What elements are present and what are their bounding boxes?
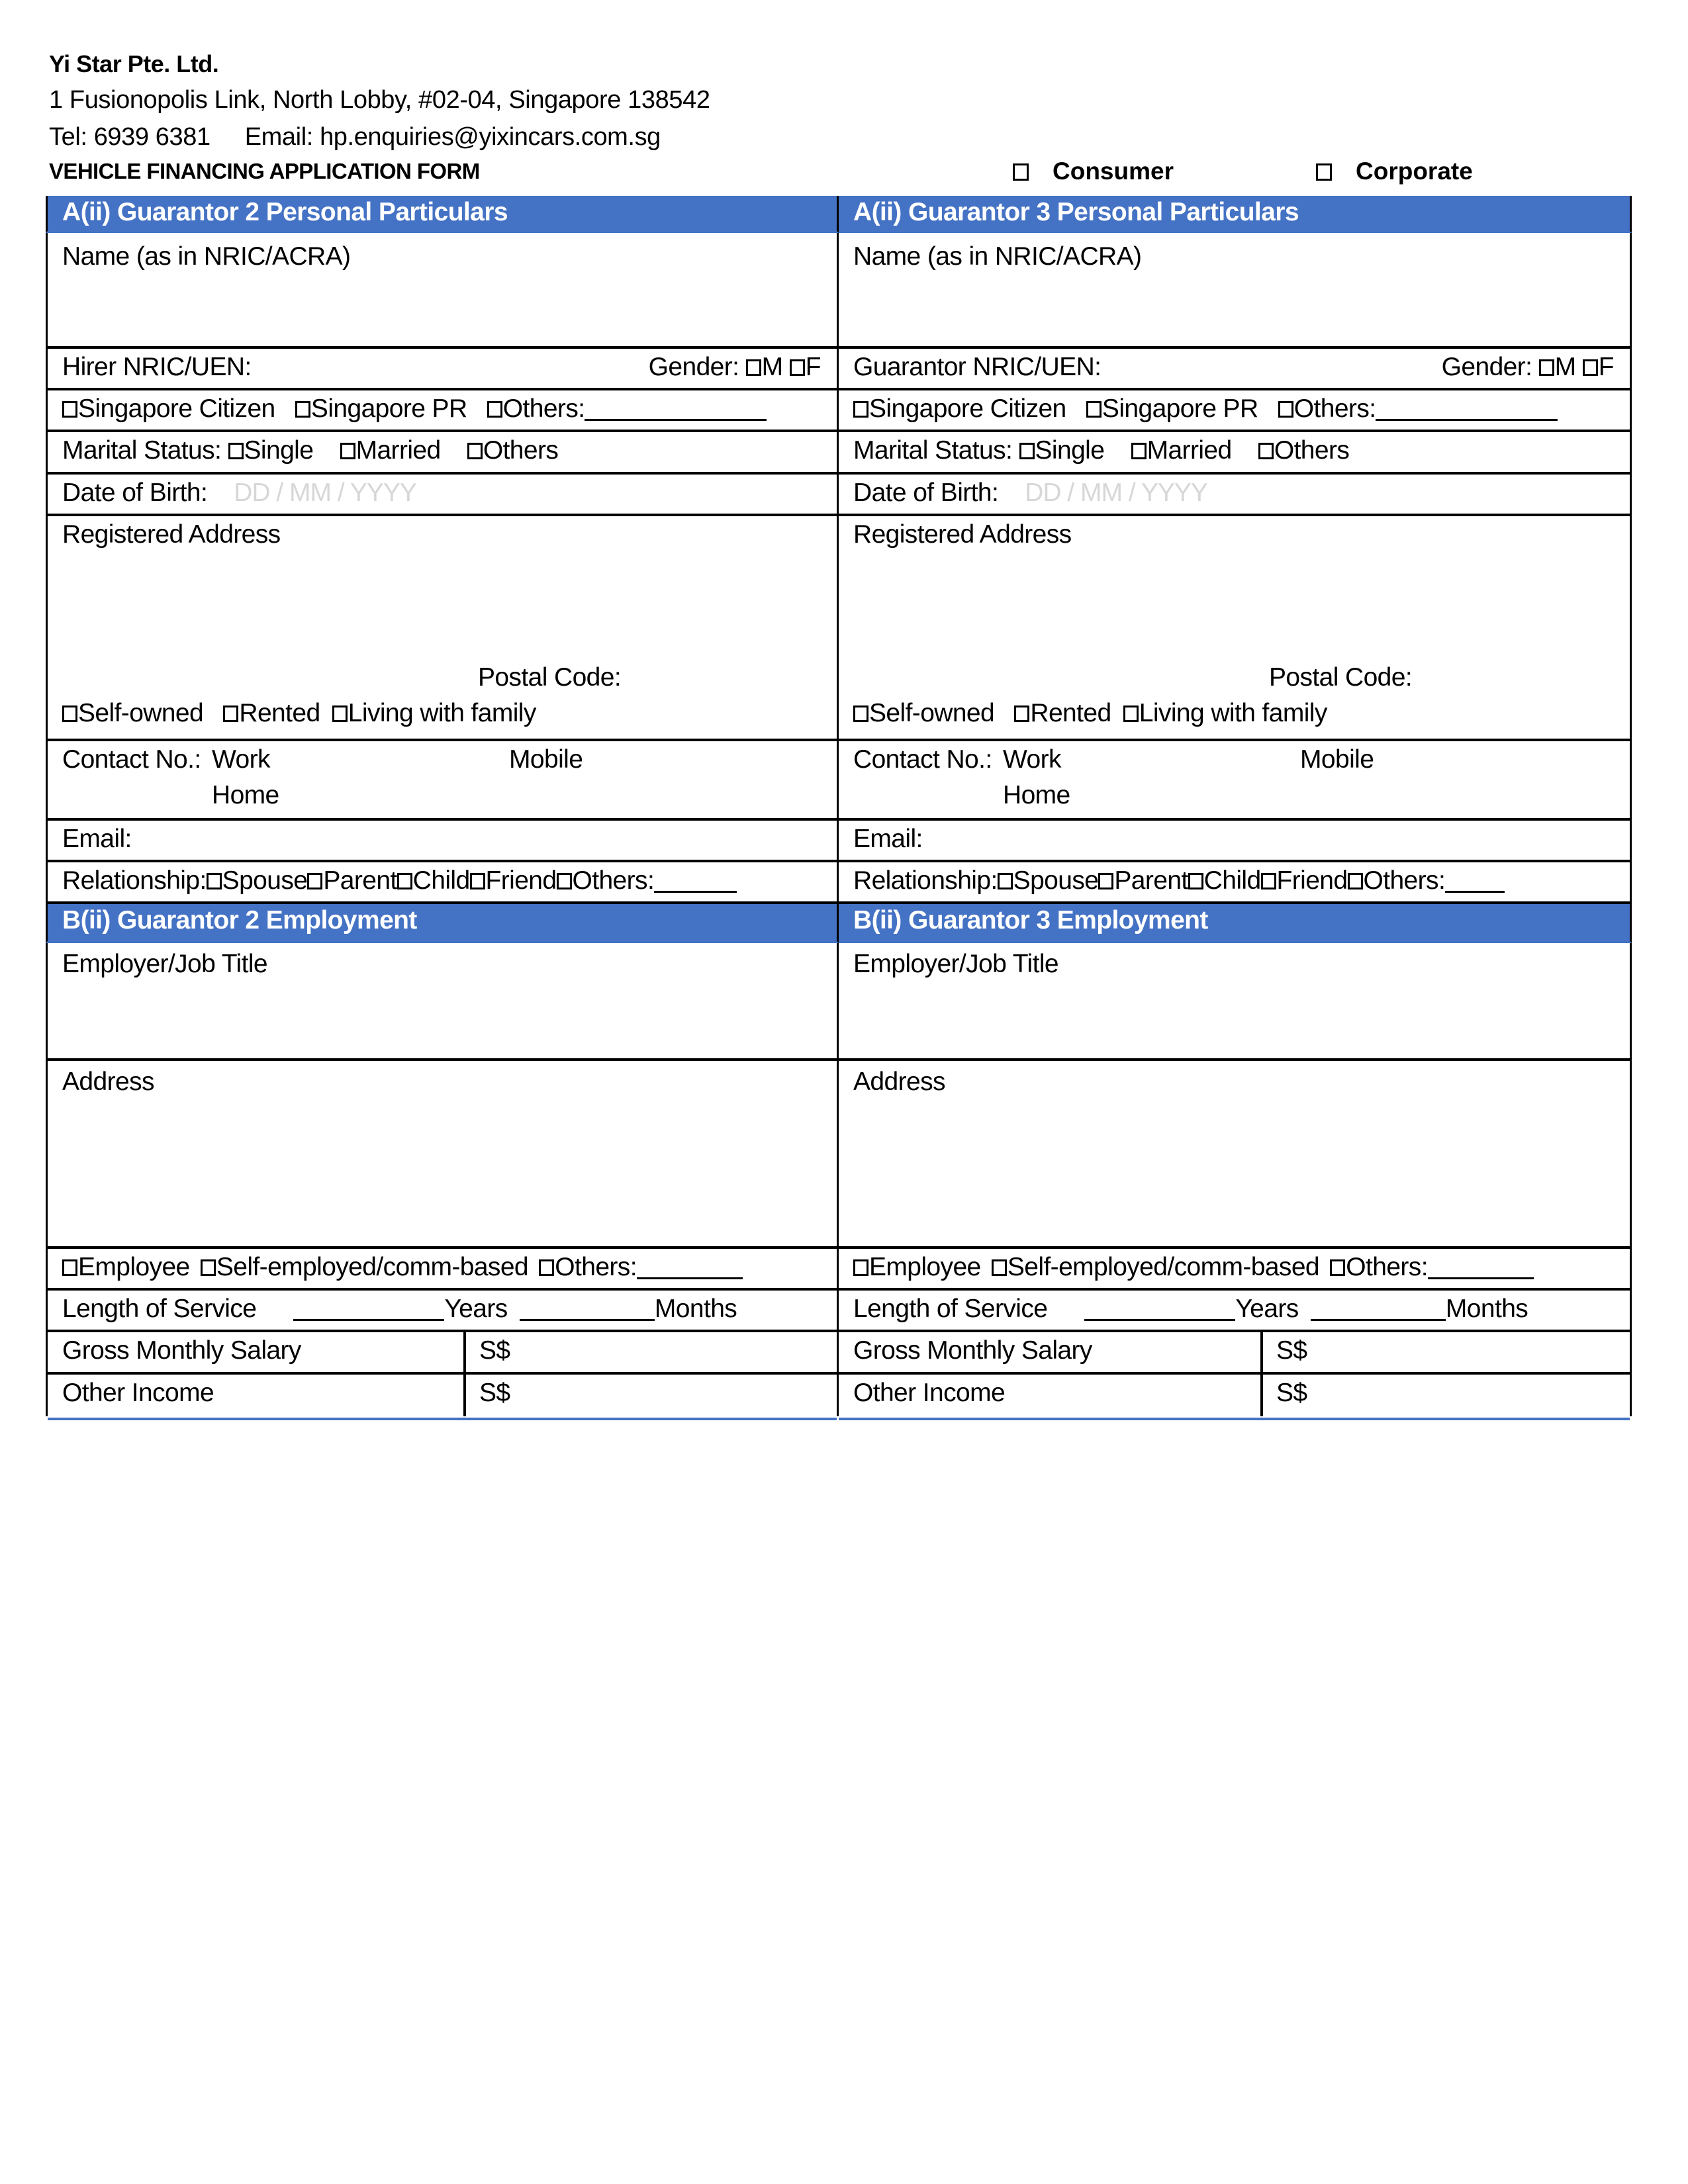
section-header-employment: B(ii) Guarantor 3 Employment [839, 904, 1632, 943]
checkbox-icon[interactable] [1013, 163, 1029, 181]
guarantor-3-section [839, 196, 1632, 1418]
checkbox-gender-f[interactable] [790, 359, 805, 376]
checkbox-employee[interactable] [62, 1259, 77, 1276]
gross-salary-input[interactable]: S$ [1276, 1336, 1307, 1365]
section-header-personal: A(ii) Guarantor 3 Personal Particulars [839, 196, 1632, 233]
email-field[interactable]: Email: [46, 821, 839, 862]
length-of-service-row: Length of Service Years Months [46, 1291, 839, 1332]
employment-type-row: Employee Self-employed/comm-based Others: [46, 1249, 839, 1291]
gross-salary-row: Gross Monthly Salary S$ [839, 1332, 1632, 1375]
dob-placeholder: DD / MM / YYYY [234, 478, 416, 507]
section-header-personal: A(ii) Guarantor 2 Personal Particulars [46, 196, 839, 233]
employer-address-field[interactable]: Address [46, 1061, 839, 1249]
employer-field[interactable]: Employer/Job Title [839, 943, 1632, 1061]
name-field[interactable]: Name (as in NRIC/ACRA) [839, 233, 1632, 349]
residency-row: Singapore Citizen Singapore PR Others: [46, 390, 839, 432]
email-field[interactable]: Email: [839, 821, 1632, 862]
relationship-others-input[interactable] [654, 871, 737, 893]
checkbox-spouse[interactable] [998, 873, 1013, 889]
company-name: Yi Star Pte. Ltd. [49, 50, 219, 77]
checkbox-employee[interactable] [853, 1259, 868, 1276]
home-label: Home [212, 781, 279, 809]
relationship-others-input[interactable] [1445, 871, 1505, 893]
dob-placeholder: DD / MM / YYYY [1025, 478, 1207, 507]
column-divider [1260, 1375, 1263, 1416]
guarantor-2-section [46, 196, 839, 1418]
checkbox-rented[interactable] [1014, 705, 1029, 722]
marital-row: Marital Status: Single Married Others [46, 432, 839, 475]
postal-code-label: Postal Code: [1269, 663, 1413, 692]
gross-salary-row: Gross Monthly Salary S$ [46, 1332, 839, 1375]
checkbox-child[interactable] [397, 873, 412, 889]
contact-row[interactable]: Contact No.: Work Mobile Home [46, 741, 839, 821]
employer-field[interactable]: Employer/Job Title [46, 943, 839, 1061]
checkbox-marital-others[interactable] [467, 443, 483, 459]
nric-field[interactable]: Guarantor NRIC/UEN: Gender: M F [839, 349, 1632, 390]
checkbox-icon[interactable] [1316, 163, 1332, 181]
other-income-input[interactable]: S$ [479, 1379, 510, 1407]
months-input[interactable] [1311, 1299, 1446, 1321]
work-label: Work [1003, 745, 1061, 774]
company-tel: Tel: 6939 6381 [49, 123, 211, 151]
checkbox-friend[interactable] [470, 873, 485, 889]
postal-code-label: Postal Code: [478, 663, 622, 692]
checkbox-single[interactable] [228, 443, 244, 459]
applicant-type-corporate[interactable]: Corporate [1316, 158, 1473, 185]
dob-field[interactable]: Date of Birth: DD / MM / YYYY [839, 475, 1632, 516]
years-input[interactable] [1084, 1299, 1235, 1321]
checkbox-married[interactable] [340, 443, 355, 459]
checkbox-self-employed[interactable] [992, 1259, 1007, 1276]
relationship-row: Relationship: Spouse Parent Child Friend Others: [839, 862, 1632, 904]
nric-field[interactable]: Hirer NRIC/UEN: Gender: M F [46, 349, 839, 390]
checkbox-gender-m[interactable] [746, 359, 761, 376]
checkbox-living-family[interactable] [1123, 705, 1139, 722]
gross-salary-input[interactable]: S$ [479, 1336, 510, 1365]
checkbox-spouse[interactable] [207, 873, 222, 889]
table-bottom-border [48, 1418, 837, 1420]
gender-options: Gender: M F [1441, 353, 1614, 381]
checkbox-citizen[interactable] [62, 401, 77, 418]
residency-others-input[interactable] [1376, 399, 1558, 421]
checkbox-employment-others[interactable] [539, 1259, 554, 1276]
contact-row[interactable]: Contact No.: Work Mobile Home [839, 741, 1632, 821]
mobile-label: Mobile [1300, 745, 1374, 774]
checkbox-parent[interactable] [1098, 873, 1113, 889]
name-field[interactable]: Name (as in NRIC/ACRA) [46, 233, 839, 349]
dob-field[interactable]: Date of Birth: DD / MM / YYYY [46, 475, 839, 516]
checkbox-married[interactable] [1131, 443, 1147, 459]
years-input[interactable] [293, 1299, 444, 1321]
checkbox-pr[interactable] [295, 401, 310, 418]
applicant-type-consumer[interactable]: Consumer [1013, 158, 1174, 185]
work-label: Work [212, 745, 270, 774]
residency-row: Singapore Citizen Singapore PR Others: [839, 390, 1632, 432]
months-input[interactable] [520, 1299, 655, 1321]
checkbox-self-employed[interactable] [201, 1259, 216, 1276]
residency-others-input[interactable] [585, 399, 767, 421]
checkbox-citizen[interactable] [853, 401, 868, 418]
home-label: Home [1003, 781, 1070, 809]
registered-address-field[interactable]: Registered Address Postal Code: Self-owned Rented Living with family [46, 516, 839, 741]
other-income-row: Other Income S$ [839, 1375, 1632, 1416]
table-bottom-border [839, 1418, 1630, 1420]
checkbox-marital-others[interactable] [1258, 443, 1274, 459]
mobile-label: Mobile [509, 745, 583, 774]
column-divider [463, 1332, 466, 1372]
marital-row: Marital Status: Single Married Others [839, 432, 1632, 475]
checkbox-single[interactable] [1019, 443, 1035, 459]
column-divider [463, 1375, 466, 1416]
checkbox-residency-others[interactable] [1278, 401, 1293, 418]
employer-address-field[interactable]: Address [839, 1061, 1632, 1249]
checkbox-employment-others[interactable] [1330, 1259, 1345, 1276]
other-income-input[interactable]: S$ [1276, 1379, 1307, 1407]
section-header-employment: B(ii) Guarantor 2 Employment [46, 904, 839, 943]
relationship-row: Relationship: Spouse Parent Child Friend Others: [46, 862, 839, 904]
employment-others-input[interactable] [637, 1257, 743, 1279]
checkbox-child[interactable] [1188, 873, 1203, 889]
checkbox-self-owned[interactable] [62, 705, 77, 722]
checkbox-self-owned[interactable] [853, 705, 868, 722]
employment-type-row: Employee Self-employed/comm-based Others: [839, 1249, 1632, 1291]
company-address: 1 Fusionopolis Link, North Lobby, #02-04, Singapore 138542 [49, 86, 710, 114]
checkbox-relationship-others[interactable] [1348, 873, 1363, 889]
other-income-row: Other Income S$ [46, 1375, 839, 1416]
form-title: VEHICLE FINANCING APPLICATION FORM [49, 159, 480, 183]
checkbox-relationship-others[interactable] [557, 873, 572, 889]
length-of-service-row: Length of Service Years Months [839, 1291, 1632, 1332]
checkbox-rented[interactable] [223, 705, 238, 722]
company-email: Email: hp.enquiries@yixincars.com.sg [244, 123, 661, 151]
checkbox-pr[interactable] [1086, 401, 1102, 418]
gender-options: Gender: M F [648, 353, 821, 381]
checkbox-parent[interactable] [307, 873, 322, 889]
checkbox-gender-m[interactable] [1539, 359, 1554, 376]
company-contact [49, 123, 661, 152]
checkbox-gender-f[interactable] [1583, 359, 1598, 376]
checkbox-friend[interactable] [1261, 873, 1276, 889]
column-divider [1260, 1332, 1263, 1372]
registered-address-field[interactable]: Registered Address Postal Code: Self-owned Rented Living with family [839, 516, 1632, 741]
checkbox-living-family[interactable] [332, 705, 348, 722]
checkbox-residency-others[interactable] [487, 401, 502, 418]
employment-others-input[interactable] [1428, 1257, 1534, 1279]
